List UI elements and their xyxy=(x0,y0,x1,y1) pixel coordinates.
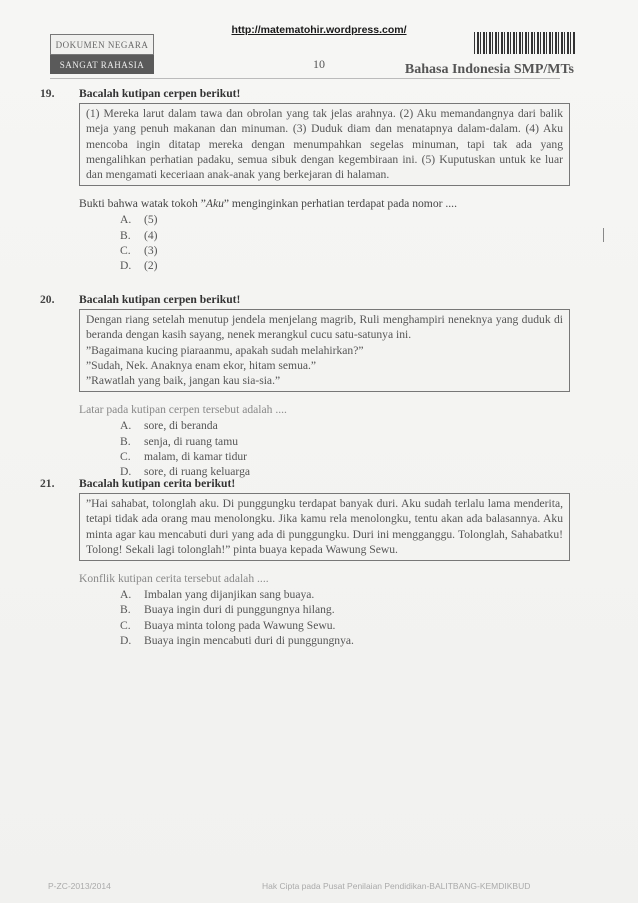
option-c[interactable] xyxy=(120,618,570,633)
header-divider xyxy=(50,78,560,79)
passage-dialogue: ”Bagaimana kucing piaraanmu, apakah sudah melahirkan?” xyxy=(86,343,364,357)
option-letter: D. xyxy=(120,633,132,647)
option-list xyxy=(120,212,570,273)
option-a[interactable] xyxy=(120,587,570,602)
option-text: Buaya ingin duri di punggungnya hilang. xyxy=(144,603,335,617)
passage-box xyxy=(79,103,570,186)
option-letter: A. xyxy=(120,213,132,227)
option-letter: D. xyxy=(120,259,132,273)
option-list xyxy=(120,418,570,479)
passage-box xyxy=(79,493,570,561)
question-stem: Latar pada kutipan cerpen tersebut adalah .... xyxy=(79,403,287,417)
question-stem xyxy=(79,196,570,211)
option-text: Buaya minta tolong pada Wawung Sewu. xyxy=(144,618,336,632)
subject-title: Bahasa Indonesia SMP/MTs xyxy=(404,62,574,77)
option-text: Imbalan yang dijanjikan sang buaya. xyxy=(144,588,315,602)
question-number: 19. xyxy=(40,87,55,100)
option-c[interactable] xyxy=(120,449,570,464)
passage-paragraph: (1) Mereka larut dalam tawa dan obrolan yang tak jelas arahnya. (2) Aku memandangnya dari balik meja yang penuh makanan dan minuman. (3) Duduk diam dan menatapnya dalam-dalam. (4) Aku mencoba ingin ditatap mereka dengan menumpahkan segelas minuman, tapi tak ada yang mengalihkan perhatian padaku, semua sibuk dengan kegembiraan ini. (5) Kuputuskan untuk ke luar dan mengamati keceriaan anak-anak yang berkejaran di halaman. xyxy=(86,107,563,182)
option-b[interactable] xyxy=(120,602,570,617)
option-b[interactable] xyxy=(120,434,570,449)
option-letter: A. xyxy=(120,419,132,433)
source-url[interactable]: http://matematohir.wordpress.com/ xyxy=(231,24,407,36)
question-heading: Bacalah kutipan cerpen berikut! xyxy=(79,293,241,306)
passage-box xyxy=(79,309,570,392)
option-text: sore, di beranda xyxy=(144,419,218,433)
option-text: sore, di ruang keluarga xyxy=(144,465,251,479)
option-letter: C. xyxy=(120,243,131,257)
question-19 xyxy=(40,86,570,285)
option-letter: B. xyxy=(120,434,131,448)
option-text: Buaya ingin mencabuti duri di punggungnya. xyxy=(144,633,354,647)
question-heading: Bacalah kutipan cerita berikut! xyxy=(79,477,236,490)
option-text: senja, di ruang tamu xyxy=(144,434,239,448)
option-text: (2) xyxy=(144,259,158,273)
option-list xyxy=(120,587,570,648)
exam-code: P-ZC-2013/2014 xyxy=(48,881,111,891)
option-c[interactable] xyxy=(120,243,570,258)
page-number: 10 xyxy=(313,57,325,71)
stamp-top-label: DOKUMEN NEGARA xyxy=(50,34,154,55)
option-d[interactable] xyxy=(120,258,570,273)
option-a[interactable] xyxy=(120,418,570,433)
option-letter: C. xyxy=(120,449,131,463)
option-letter: C. xyxy=(120,618,131,632)
stem-text: Bukti bahwa watak tokoh ” xyxy=(79,197,206,211)
option-letter: A. xyxy=(120,588,132,602)
barcode-icon xyxy=(474,32,576,54)
question-stem: Konflik kutipan cerita tersebut adalah .... xyxy=(79,572,269,586)
option-b[interactable] xyxy=(120,228,570,243)
question-20 xyxy=(40,292,570,491)
option-text: (3) xyxy=(144,243,158,257)
question-heading: Bacalah kutipan cerpen berikut! xyxy=(79,87,241,100)
option-d[interactable] xyxy=(120,633,570,648)
stamp-bottom-label: SANGAT RAHASIA xyxy=(50,55,154,74)
question-21 xyxy=(40,476,570,660)
question-number: 20. xyxy=(40,293,55,306)
option-letter: D. xyxy=(120,465,132,479)
option-text: (5) xyxy=(144,213,158,227)
option-text: malam, di kamar tidur xyxy=(144,449,248,463)
option-letter: B. xyxy=(120,228,131,242)
option-letter: B. xyxy=(120,603,131,617)
passage-dialogue: ”Sudah, Nek. Anaknya enam ekor, hitam semua.” xyxy=(86,358,317,372)
passage-dialogue: ”Rawatlah yang baik, jangan kau sia-sia.” xyxy=(86,374,281,388)
scan-edge-mark xyxy=(603,228,604,242)
question-number: 21. xyxy=(40,477,55,490)
passage-paragraph: Dengan riang setelah menutup jendela menjelang magrib, Ruli menghampiri neneknya yang duduk di beranda dengan kasih sayang, nenek merangkul cucu satu-satunya ini. xyxy=(86,313,563,342)
copyright-notice: Hak Cipta pada Pusat Penilaian Pendidikan-BALITBANG-KEMDIKBUD xyxy=(262,881,531,891)
option-text: (4) xyxy=(144,228,158,242)
option-a[interactable] xyxy=(120,212,570,227)
passage-paragraph: ”Hai sahabat, tolonglah aku. Di punggungku terdapat banyak duri. Aku sudah terlalu lama menderita, tetapi tidak ada orang mau menolongku. Jika kamu rela menolongku, tentu akan ada balasannya. Aku minta agar kau mencabuti duri yang ada di punggungku. Duri ini mengganggu. Tolonglah, Sahabatku! Tolong! Sekali lagi tolonglah!” pinta buaya kepada Wawung Sewu. xyxy=(86,497,563,556)
stem-italic: Aku xyxy=(205,197,224,211)
stem-text: ” menginginkan perhatian terdapat pada nomor .... xyxy=(223,197,457,211)
